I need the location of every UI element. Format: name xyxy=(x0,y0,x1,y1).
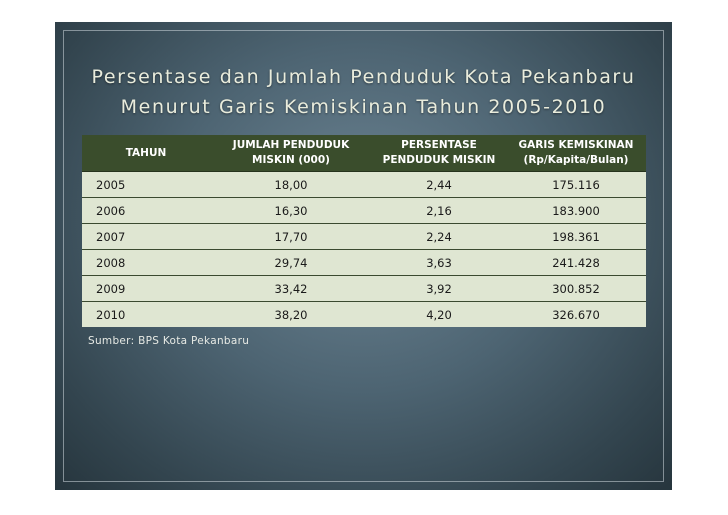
header-garis xyxy=(506,135,646,172)
cell-garis: 183.900 xyxy=(506,198,646,224)
table-row xyxy=(82,276,646,302)
cell-jumlah: 16,30 xyxy=(210,198,372,224)
cell-tahun: 2006 xyxy=(82,198,210,224)
cell-tahun: 2007 xyxy=(82,224,210,250)
header-tahun xyxy=(82,135,210,172)
header-tahun-label: TAHUN xyxy=(125,146,167,159)
header-garis-line-1: GARIS KEMISKINAN xyxy=(518,139,634,151)
header-jumlah-line-2: MISKIN (000) xyxy=(252,154,330,166)
cell-persentase: 2,16 xyxy=(372,198,506,224)
header-persentase-line-1: PERSENTASE xyxy=(401,139,477,151)
cell-garis: 241.428 xyxy=(506,250,646,276)
table-row xyxy=(82,198,646,224)
cell-tahun: 2010 xyxy=(82,302,210,328)
title-line-2: Menurut Garis Kemiskinan Tahun 2005-2010 xyxy=(120,96,607,118)
table-row xyxy=(82,302,646,328)
table-row xyxy=(82,172,646,198)
cell-garis: 326.670 xyxy=(506,302,646,328)
cell-jumlah: 38,20 xyxy=(210,302,372,328)
cell-garis: 198.361 xyxy=(506,224,646,250)
table-header-row xyxy=(82,135,646,172)
header-persentase-line-2: PENDUDUK MISKIN xyxy=(382,154,496,166)
table-row xyxy=(82,250,646,276)
cell-jumlah: 33,42 xyxy=(210,276,372,302)
title-line-1: Persentase dan Jumlah Penduduk Kota Pekanbaru xyxy=(91,66,636,88)
cell-jumlah: 17,70 xyxy=(210,224,372,250)
slide-title xyxy=(55,62,672,122)
source-note: Sumber: BPS Kota Pekanbaru xyxy=(88,335,250,347)
cell-garis: 300.852 xyxy=(506,276,646,302)
poverty-table xyxy=(82,135,646,327)
cell-tahun: 2009 xyxy=(82,276,210,302)
cell-persentase: 2,44 xyxy=(372,172,506,198)
cell-persentase: 3,92 xyxy=(372,276,506,302)
cell-tahun: 2008 xyxy=(82,250,210,276)
table-row xyxy=(82,224,646,250)
cell-garis: 175.116 xyxy=(506,172,646,198)
header-jumlah-line-1: JUMLAH PENDUDUK xyxy=(232,139,350,151)
slide xyxy=(55,22,672,490)
header-jumlah xyxy=(210,135,372,172)
cell-persentase: 2,24 xyxy=(372,224,506,250)
header-persentase xyxy=(372,135,506,172)
cell-persentase: 4,20 xyxy=(372,302,506,328)
cell-tahun: 2005 xyxy=(82,172,210,198)
cell-jumlah: 18,00 xyxy=(210,172,372,198)
cell-persentase: 3,63 xyxy=(372,250,506,276)
header-garis-line-2: (Rp/Kapita/Bulan) xyxy=(523,154,629,166)
cell-jumlah: 29,74 xyxy=(210,250,372,276)
